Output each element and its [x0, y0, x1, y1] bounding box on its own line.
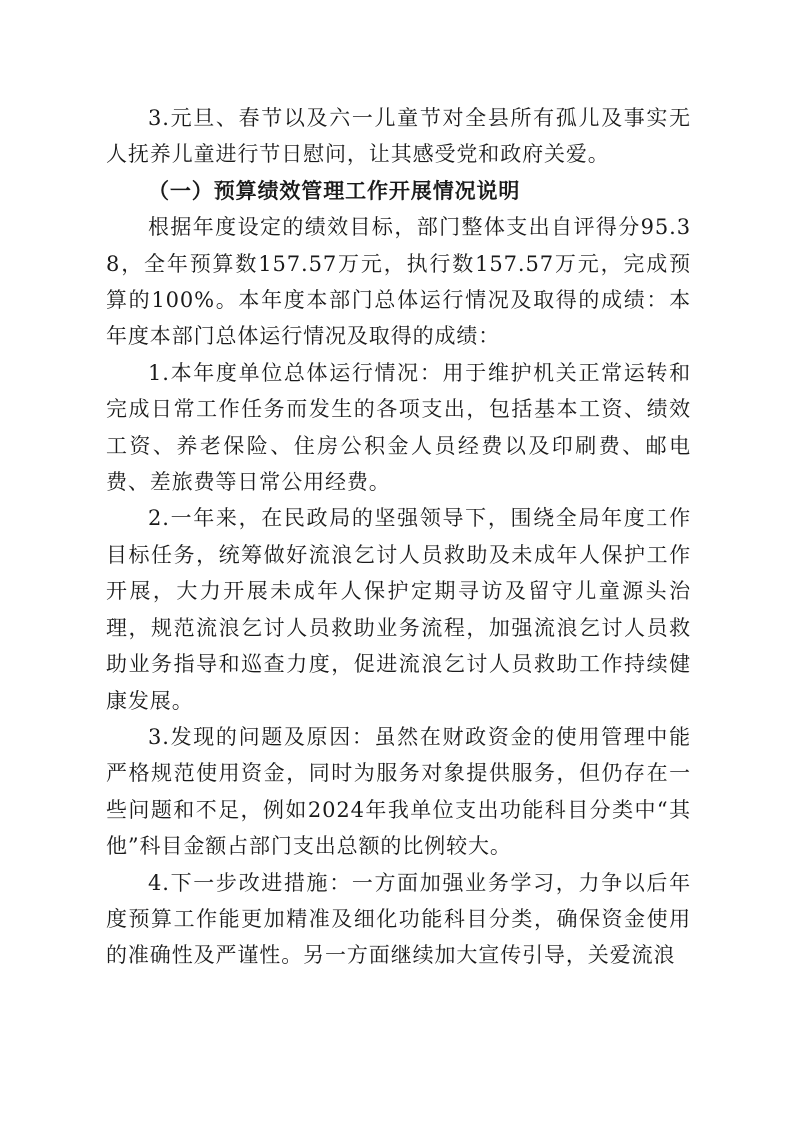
paragraph-performance-score: 根据年度设定的绩效目标，部门整体支出自评得分95.38，全年预算数157.57万元，执行数157.57万元，完成预算的100%。本年度本部门总体运行情况及取得的成绩：本年度本部门总体运行情况及取得的成绩：: [106, 215, 691, 349]
document-page: [106, 100, 691, 974]
paragraph-holiday-visits: 3.元旦、春节以及六一儿童节对全县所有孤儿及事实无人抚养儿童进行节日慰问，让其感受党和政府关爱。: [106, 106, 691, 167]
paragraph-overall-operation: 1.本年度单位总体运行情况：用于维护机关正常运转和完成日常工作任务而发生的各项支出，包括基本工资、绩效工资、养老保险、住房公积金人员经费以及印刷费、邮电费、差旅费等日常公用经费。: [106, 360, 691, 495]
paragraph-year-achievements: 2.一年来，在民政局的坚强领导下，围绕全局年度工作目标任务，统筹做好流浪乞讨人员救助及未成年人保护工作开展，大力开展未成年人保护定期寻访及留守儿童源头治理，规范流浪乞讨人员救助业务流程，加强流浪乞讨人员救助业务指导和巡查力度，促进流浪乞讨人员救助工作持续健康发展。: [106, 506, 691, 713]
section-heading-performance-management: （一）预算绩效管理工作开展情况说明: [148, 177, 521, 203]
paragraph-next-steps: 4.下一步改进措施：一方面加强业务学习，力争以后年度预算工作能更加精准及细化功能科目分类，确保资金使用的准确性及严谨性。另一方面继续加大宣传引导，关爱流浪: [106, 870, 691, 968]
paragraph-problems-causes: 3.发现的问题及原因：虽然在财政资金的使用管理中能严格规范使用资金，同时为服务对象提供服务，但仍存在一些问题和不足，例如2024年我单位支出功能科目分类中“其他”科目金额占部门支出总额的比例较大。: [106, 724, 691, 859]
